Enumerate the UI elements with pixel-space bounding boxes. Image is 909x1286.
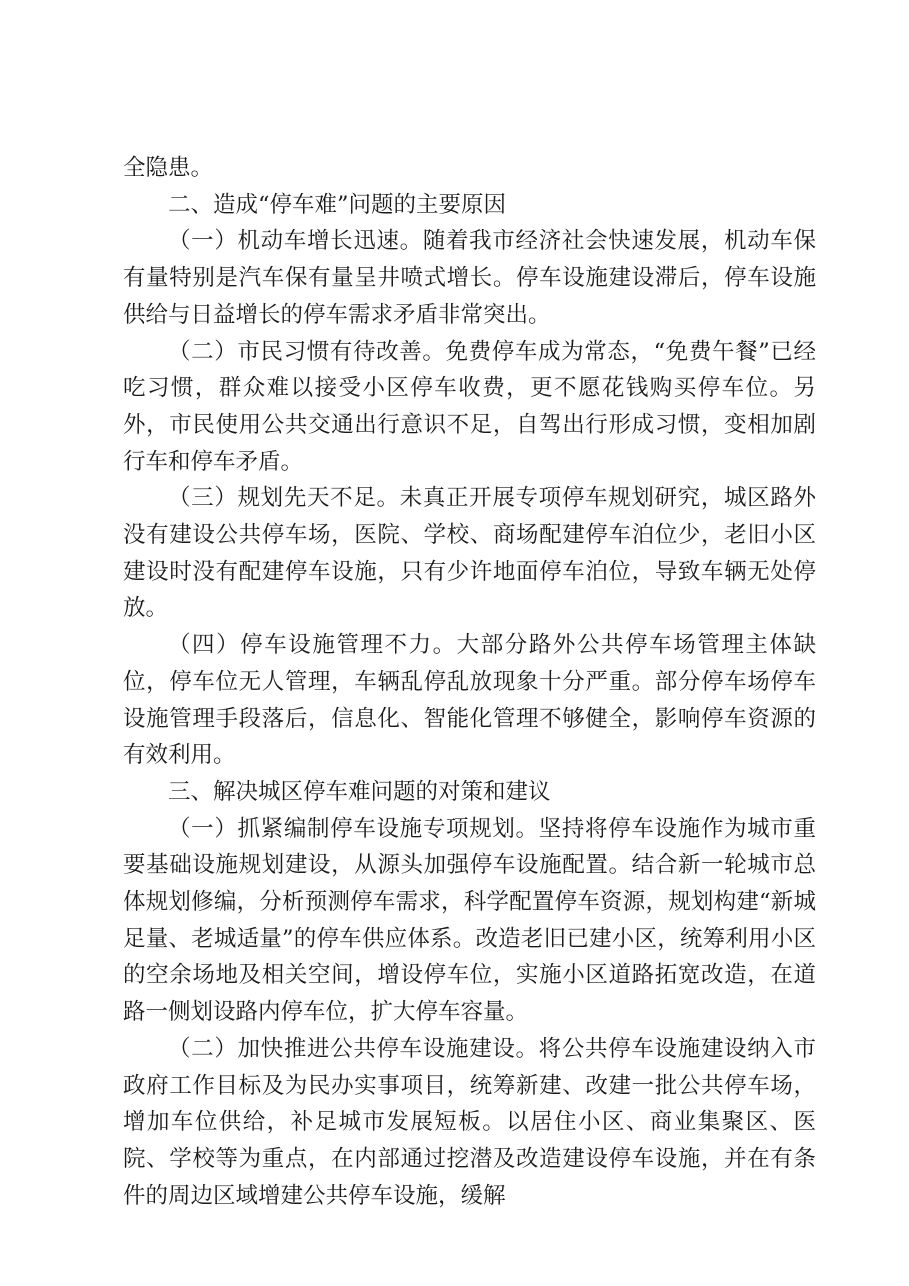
document-body xyxy=(123,150,816,1214)
paragraph-solution-1: （一）抓紧编制停车设施专项规划。坚持将停车设施作为城市重要基础设施规划建设，从源头加强停车设施配置。结合新一轮城市总体规划修编，分析预测停车需求，科学配置停车资源，规划构建“新城足量、老城适量”的停车供应体系。改造老旧已建小区，统筹利用小区的空余场地及相关空间，增设停车位，实施小区道路拓宽改造，在道路一侧划设路内停车位，扩大停车容量。 xyxy=(123,815,816,1026)
paragraph-cause-2: （二）市民习惯有待改善。免费停车成为常态，“免费午餐”已经吃习惯，群众难以接受小区停车收费，更不愿花钱购买停车位。另外，市民使用公共交通出行意识不足，自驾出行形成习惯，变相加剧行车和停车矛盾。 xyxy=(123,338,816,475)
paragraph-continuation: 全隐患。 xyxy=(123,155,214,181)
paragraph-cause-4: （四）停车设施管理不力。大部分路外公共停车场管理主体缺位，停车位无人管理，车辆乱停乱放现象十分严重。部分停车场停车设施管理手段落后，信息化、智能化管理不够健全，影响停车资源的有效利用。 xyxy=(123,632,816,769)
section-heading-solutions: 三、解决城区停车难问题的对策和建议 xyxy=(168,778,551,805)
paragraph-cause-3: （三）规划先天不足。未真正开展专项停车规划研究，城区路外没有建设公共停车场，医院、学校、商场配建停车泊位少，老旧小区建设时没有配建停车设施，只有少许地面停车泊位，导致车辆无处停放。 xyxy=(123,485,816,622)
paragraph-solution-2: （二）加快推进公共停车设施建设。将公共停车设施建设纳入市政府工作目标及为民办实事项目，统筹新建、改建一批公共停车场，增加车位供给，补足城市发展短板。以居住小区、商业集聚区、医院、学校等为重点，在内部通过挖潜及改造建设停车设施，并在有条件的周边区域增建公共停车设施，缓解 xyxy=(123,1035,816,1209)
section-heading-causes: 二、造成“停车难”问题的主要原因 xyxy=(168,191,507,218)
paragraph-cause-1: （一）机动车增长迅速。随着我市经济社会快速发展，机动车保有量特别是汽车保有量呈井喷式增长。停车设施建设滞后，停车设施供给与日益增长的停车需求矛盾非常突出。 xyxy=(123,228,816,328)
